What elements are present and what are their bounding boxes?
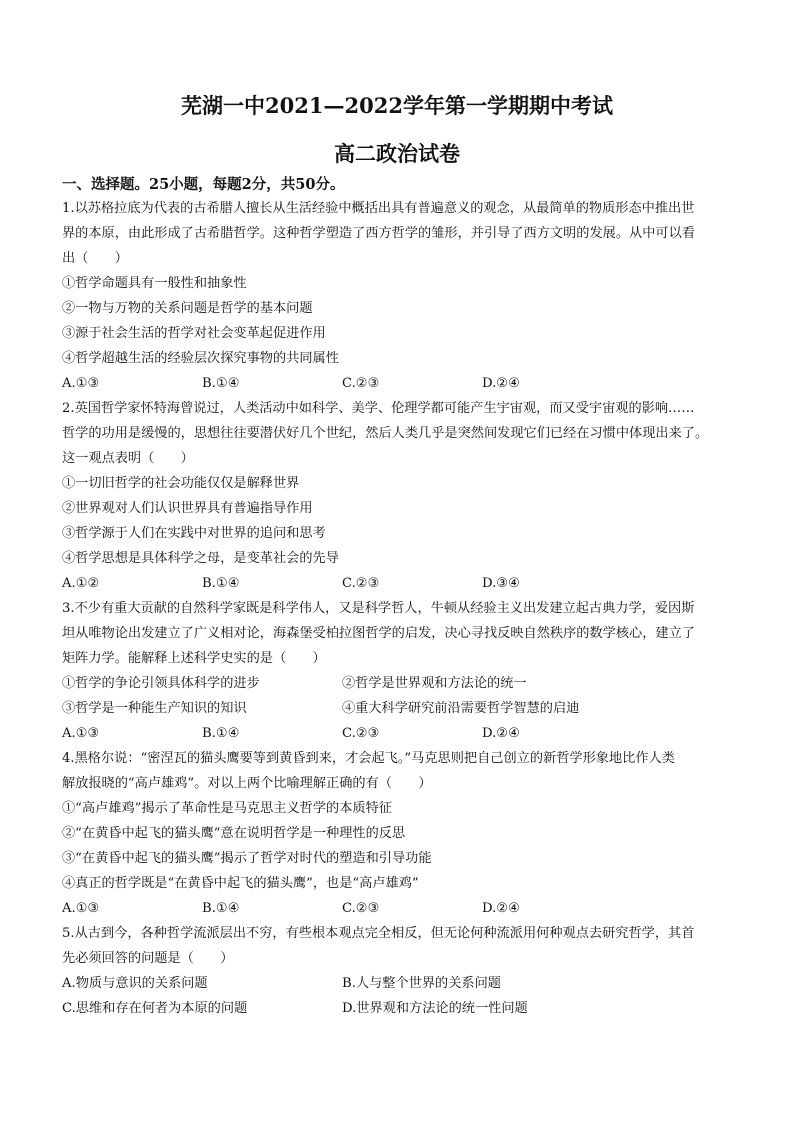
q1-item: ③源于社会生活的哲学对社会变革起促进作用 <box>62 326 326 341</box>
q1-option-d: D.②④ <box>482 376 520 391</box>
q1-stem-line: 出（ ） <box>62 251 128 266</box>
q1-item: ④哲学超越生活的经验层次探究事物的共同属性 <box>62 351 339 366</box>
q1-stem-line: 1.以苏格拉底为代表的古希腊人擅长从生活经验中概括出具有普遍意义的观念，从最简单的物质形态中推出世 <box>62 201 695 216</box>
q2-item: ③哲学源于人们在实践中对世界的追问和思考 <box>62 526 326 541</box>
q2-stem-line: 这一观点表明（ ） <box>62 451 194 466</box>
q2-option-b: B.①④ <box>202 576 240 591</box>
q3-stem-line: 3.不少有重大贡献的自然科学家既是科学伟人，又是科学哲人，牛顿从经验主义出发建立起古典力学，爱因斯 <box>62 601 695 616</box>
q2-option-c: C.②③ <box>342 576 380 591</box>
q4-item: ①“高卢雄鸡”揭示了革命性是马克思主义哲学的本质特征 <box>62 801 392 816</box>
q3-option-b: B.①④ <box>202 726 240 741</box>
q2-option-d: D.③④ <box>482 576 520 591</box>
q3-stem-line: 坦从唯物论出发建立了广义相对论，海森堡受柏拉图哲学的启发，决心寻找反映自然秩序的数学核心，建立了 <box>62 626 695 641</box>
q5-option-c: C.思维和存在何者为本原的问题 <box>62 1001 248 1016</box>
q5-stem-line: 5.从古到今，各种哲学流派层出不穷，有些根本观点完全相反，但无论何种流派用何种观点去研究哲学，其首 <box>62 926 695 941</box>
section-heading: 一、选择题。25小题，每题2分，共50分。 <box>62 176 345 193</box>
q4-option-c: C.②③ <box>342 901 380 916</box>
q3-option-c: C.②③ <box>342 726 380 741</box>
exam-subtitle: 高二政治试卷 <box>334 141 460 166</box>
q4-option-a: A.①③ <box>62 901 100 916</box>
q4-stem-line: 解放报晓的“高卢雄鸡”。对以上两个比喻理解正确的有（ ） <box>62 776 432 791</box>
q4-option-d: D.②④ <box>482 901 520 916</box>
q3-option-d: D.②④ <box>482 726 520 741</box>
q2-item: ④哲学思想是具体科学之母，是变革社会的先导 <box>62 551 339 566</box>
q1-option-b: B.①④ <box>202 376 240 391</box>
q1-item: ②一物与万物的关系问题是哲学的基本问题 <box>62 301 313 316</box>
q2-item: ②世界观对人们认识世界具有普遍指导作用 <box>62 501 313 516</box>
q2-stem-line: 哲学的功用是缓慢的，思想往往要潜伏好几个世纪，然后人类几乎是突然间发现它们已经在习惯中体现出来了。 <box>62 426 709 441</box>
q5-option-a: A.物质与意识的关系问题 <box>62 976 208 991</box>
q4-option-b: B.①④ <box>202 901 240 916</box>
q1-option-c: C.②③ <box>342 376 380 391</box>
q5-stem-line: 先必须回答的问题是（ ） <box>62 951 234 966</box>
q2-option-a: A.①② <box>62 576 100 591</box>
q3-item: ①哲学的争论引领具体科学的进步 <box>62 676 260 691</box>
q3-item: ③哲学是一种能生产知识的知识 <box>62 701 247 716</box>
q4-stem-line: 4.黑格尔说：“密涅瓦的猫头鹰要等到黄昏到来，才会起飞。”马克思则把自己创立的新哲学形象地比作人类 <box>62 751 675 766</box>
q2-stem-line: 2.英国哲学家怀特海曾说过，人类活动中如科学、美学、伦理学都可能产生宇宙观，而又受宇宙观的影响…… <box>62 401 695 416</box>
q2-item: ①一切旧哲学的社会功能仅仅是解释世界 <box>62 476 300 491</box>
exam-title: 芜湖一中2021—2022学年第一学期期中考试 <box>181 93 613 118</box>
q1-stem-line: 界的本原，由此形成了古希腊哲学。这种哲学塑造了西方哲学的雏形，并引导了西方文明的发展。从中可以看 <box>62 226 695 241</box>
q5-option-b: B.人与整个世界的关系问题 <box>342 976 501 991</box>
q4-item: ③“在黄昏中起飞的猫头鹰”揭示了哲学对时代的塑造和引导功能 <box>62 851 432 866</box>
q1-option-a: A.①③ <box>62 376 100 391</box>
q3-stem-line: 矩阵力学。能解释上述科学史实的是（ ） <box>62 651 326 666</box>
q3-item: ④重大科学研究前沿需要哲学智慧的启迪 <box>342 701 580 716</box>
q3-item: ②哲学是世界观和方法论的统一 <box>342 676 527 691</box>
q3-option-a: A.①③ <box>62 726 100 741</box>
q5-option-d: D.世界观和方法论的统一性问题 <box>342 1001 528 1016</box>
q1-item: ①哲学命题具有一般性和抽象性 <box>62 276 247 291</box>
q4-item: ②“在黄昏中起飞的猫头鹰”意在说明哲学是一种理性的反思 <box>62 826 406 841</box>
q4-item: ④真正的哲学既是“在黄昏中起飞的猫头鹰”，也是“高卢雄鸡” <box>62 876 419 891</box>
